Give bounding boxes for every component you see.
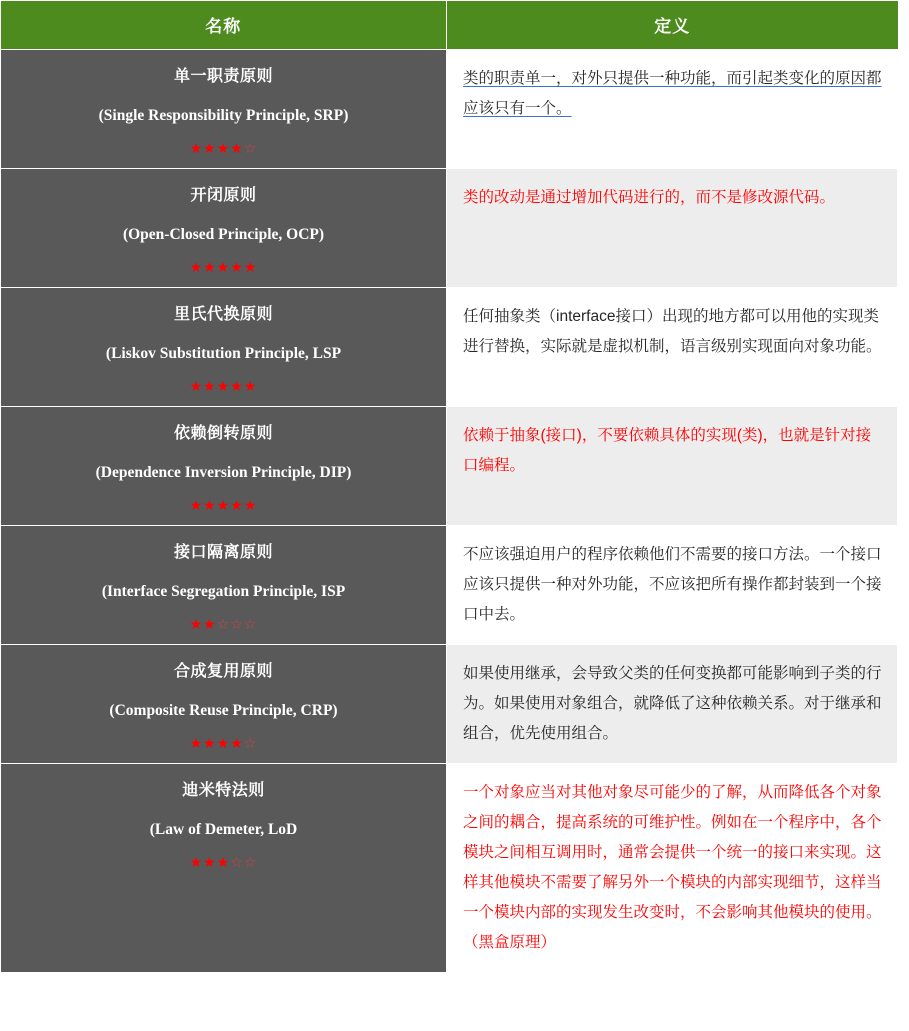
principle-definition-text: 类的职责单一，对外只提供一种功能，而引起类变化的原因都应该只有一个。	[463, 70, 882, 117]
rating-filled: ★★★★	[189, 735, 244, 751]
principle-name-cell	[1, 764, 447, 973]
principle-name-en: (Dependence Inversion Principle, DIP)	[95, 464, 352, 481]
rating-filled: ★★★★★	[189, 259, 258, 275]
principle-name-cell	[1, 645, 447, 764]
principle-name-cell	[1, 169, 447, 288]
principle-name-cell	[1, 288, 447, 407]
principle-name-cn: 接口隔离原则	[173, 544, 273, 561]
rating-empty: ☆☆☆	[216, 616, 258, 632]
table-row	[1, 526, 898, 645]
principle-name-cn: 合成复用原则	[173, 663, 273, 680]
principle-name-en: (Law of Demeter, LoD	[149, 821, 298, 838]
rating-empty: ☆☆	[230, 854, 258, 870]
table-row	[1, 645, 898, 764]
principle-definition-text: 依赖于抽象(接口)，不要依赖具体的实现(类)，也就是针对接口编程。	[463, 427, 872, 474]
principle-rating	[11, 854, 436, 870]
principle-definition-cell	[447, 50, 898, 169]
table-row	[1, 288, 898, 407]
principle-definition-text: 不应该强迫用户的程序依赖他们不需要的接口方法。一个接口应该只提供一种对外功能，不应该把所有操作都封装到一个接口中去。	[463, 546, 882, 623]
table-header-row	[1, 1, 898, 50]
principle-name-en: (Composite Reuse Principle, CRP)	[109, 702, 338, 719]
principle-rating	[11, 497, 436, 513]
principle-name-en: (Single Responsibility Principle, SRP)	[98, 107, 349, 124]
principle-name-cn: 开闭原则	[190, 187, 257, 204]
rating-empty: ☆	[243, 140, 258, 156]
principle-name-cell	[1, 407, 447, 526]
principle-definition-cell	[447, 526, 898, 645]
principle-name-cn: 里氏代换原则	[173, 306, 273, 323]
principle-name-cell	[1, 50, 447, 169]
principle-name-en: (Interface Segregation Principle, ISP	[101, 583, 346, 600]
principle-definition-cell	[447, 645, 898, 764]
principle-name-en: (Liskov Substitution Principle, LSP	[105, 345, 342, 362]
rating-filled: ★★★★★	[189, 497, 258, 513]
rating-empty: ☆	[243, 735, 258, 751]
table-row	[1, 764, 898, 973]
table-row	[1, 169, 898, 288]
principle-definition-cell	[447, 764, 898, 973]
rating-filled: ★★★★	[189, 140, 244, 156]
principle-rating	[11, 735, 436, 751]
rating-filled: ★★★	[189, 854, 231, 870]
table-header	[1, 1, 898, 50]
rating-filled: ★★★★★	[189, 378, 258, 394]
table-row	[1, 50, 898, 169]
column-header-name: 名称	[1, 1, 447, 50]
principle-definition-cell	[447, 169, 898, 288]
principle-rating	[11, 378, 436, 394]
principle-definition-text: 类的改动是通过增加代码进行的，而不是修改源代码。	[463, 189, 836, 206]
column-header-definition: 定义	[447, 1, 898, 50]
principle-rating	[11, 259, 436, 275]
table-body	[1, 50, 898, 973]
principle-name-cn: 迪米特法则	[182, 782, 265, 799]
principle-definition-text: 任何抽象类（interface接口）出现的地方都可以用他的实现类进行替换，实际就是虚拟机制，语言级别实现面向对象功能。	[463, 308, 882, 355]
principle-definition-text: 如果使用继承，会导致父类的任何变换都可能影响到子类的行为。如果使用对象组合，就降低了这种依赖关系。对于继承和组合，优先使用组合。	[463, 665, 882, 742]
principle-definition-cell	[447, 407, 898, 526]
principle-rating	[11, 140, 436, 156]
principle-name-cn: 单一职责原则	[173, 68, 273, 85]
principle-name-en: (Open-Closed Principle, OCP)	[122, 226, 325, 243]
principle-definition-text: 一个对象应当对其他对象尽可能少的了解，从而降低各个对象之间的耦合，提高系统的可维护性。例如在一个程序中，各个模块之间相互调用时，通常会提供一个统一的接口来实现。这样其他模块不需要了解另外一个模块的内部实现细节，这样当一个模块内部的实现发生改变时，不会影响其他模块的使用。（黑盒原理）	[463, 784, 882, 951]
table-row	[1, 407, 898, 526]
principle-name-cell	[1, 526, 447, 645]
principle-rating	[11, 616, 436, 632]
principle-name-cn: 依赖倒转原则	[173, 425, 273, 442]
rating-filled: ★★	[189, 616, 217, 632]
principle-definition-cell	[447, 288, 898, 407]
